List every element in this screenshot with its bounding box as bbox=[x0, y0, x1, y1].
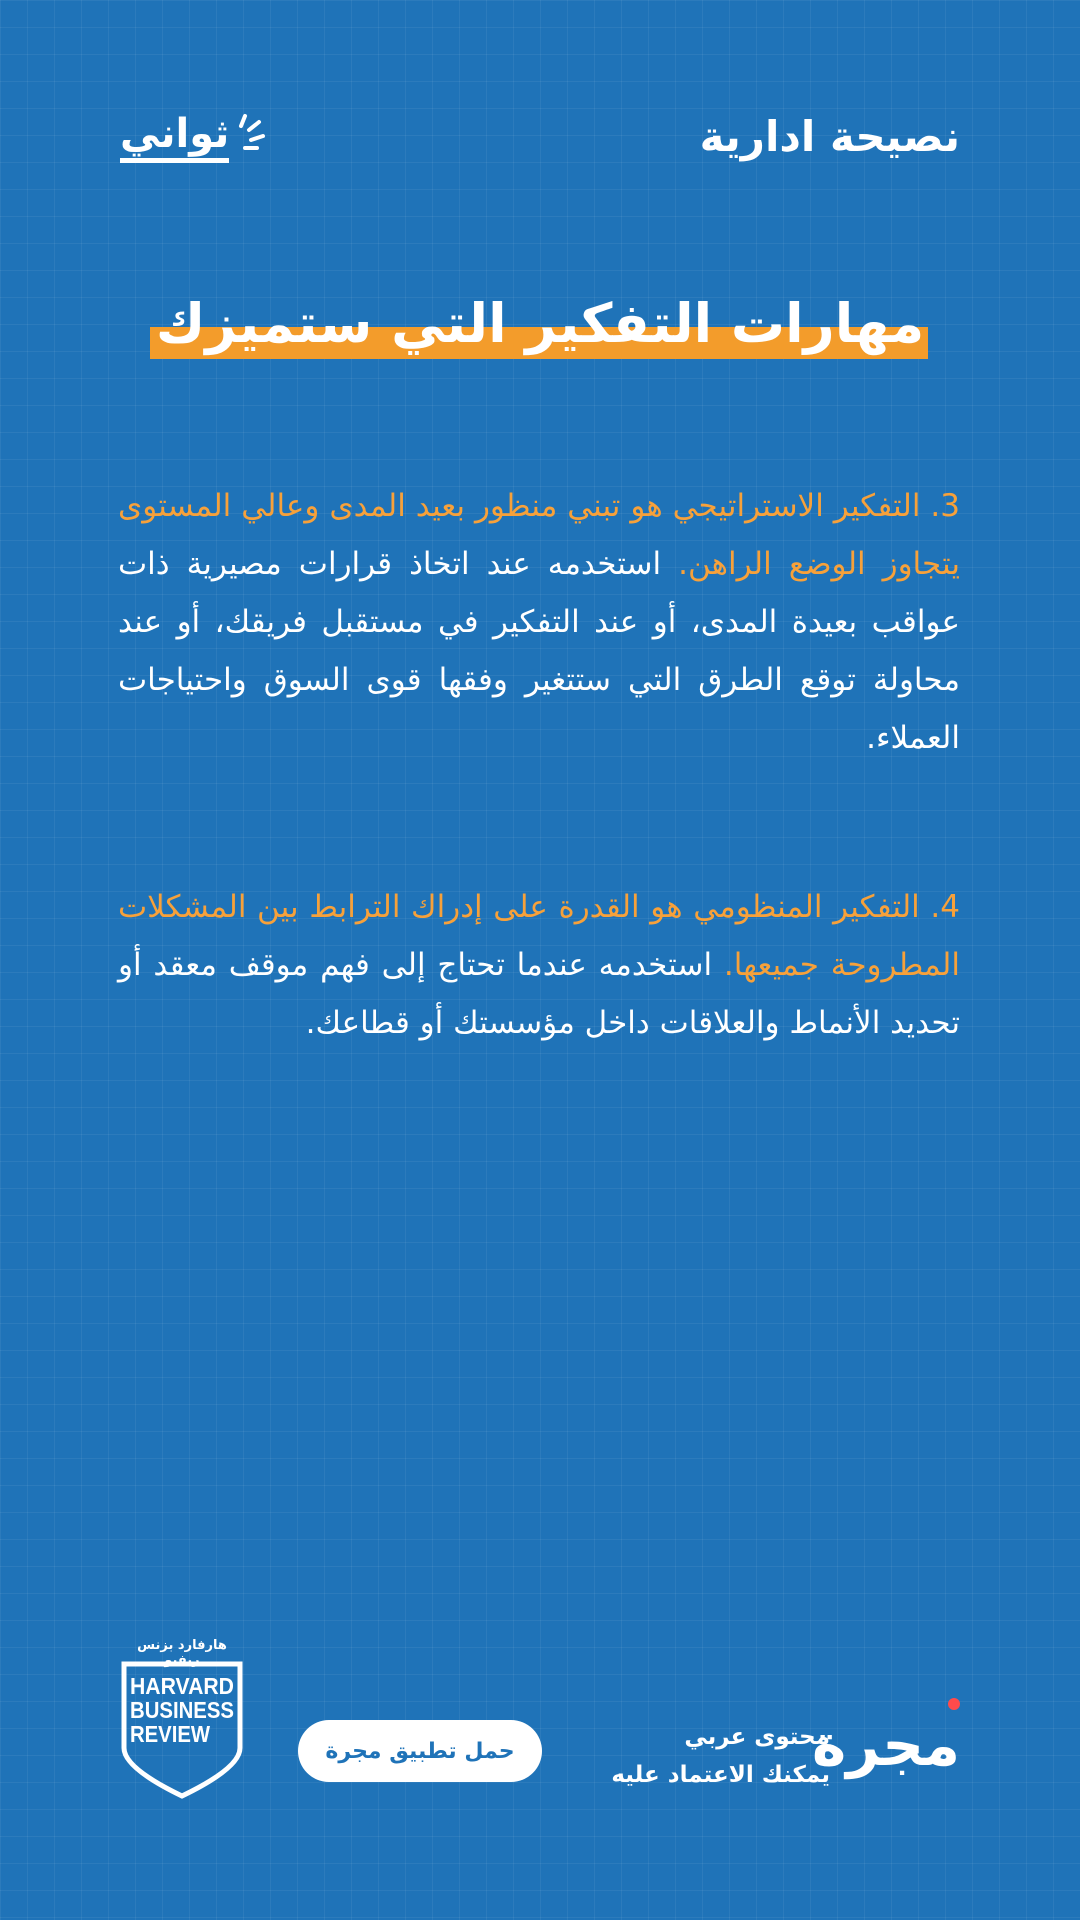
download-app-button[interactable]: حمل تطبيق مجرة bbox=[298, 1720, 542, 1782]
majarra-logo: مجرة bbox=[811, 1711, 960, 1779]
brand-wordmark: ثواني bbox=[120, 112, 229, 163]
tip-paragraph-3 bbox=[118, 477, 960, 767]
page-title: مهارات التفكير التي ستميزك bbox=[155, 292, 925, 355]
tip-highlight-3: 3. التفكير الاستراتيجي هو تبني منظور بعيد المدى وعالي المستوى يتجاوز الوضع الراهن. bbox=[118, 488, 960, 582]
tagline-line-2: يمكنك الاعتماد عليه bbox=[611, 1762, 830, 1788]
hbr-logo-line-1: HARVARD bbox=[130, 1673, 234, 1699]
tagline bbox=[611, 1718, 830, 1794]
hbr-logo-line-2: BUSINESS bbox=[130, 1697, 234, 1723]
hbr-shield-logo bbox=[120, 1660, 244, 1806]
tip-highlight-4: 4. التفكير المنظومي هو القدرة على إدراك الترابط بين المشكلات المطروحة جميعها. bbox=[118, 889, 960, 983]
tip-body-3: استخدمه عند اتخاذ قرارات مصيرية ذات عواقب بعيدة المدى، أو عند التفكير في مستقبل فريقك، أو عند محاولة توقع الطرق التي ستتغير وفقها قوى السوق واحتياجات العملاء. bbox=[118, 546, 960, 756]
hbr-logo-line-3: REVIEW bbox=[130, 1721, 211, 1747]
tagline-line-1: محتوى عربي bbox=[684, 1724, 830, 1750]
tip-paragraph-4 bbox=[118, 878, 960, 1052]
hbr-caption: هارفارد بزنس ريفيو bbox=[137, 1638, 227, 1668]
category-label: نصيحة ادارية bbox=[699, 112, 960, 161]
thawani-logo bbox=[120, 112, 269, 163]
rays-icon bbox=[235, 112, 269, 152]
tip-body-4: استخدمه عندما تحتاج إلى فهم موقف معقد أو تحديد الأنماط والعلاقات داخل مؤسستك أو قطاعك. bbox=[118, 947, 960, 1041]
majarra-logo-dot-icon bbox=[948, 1698, 960, 1710]
